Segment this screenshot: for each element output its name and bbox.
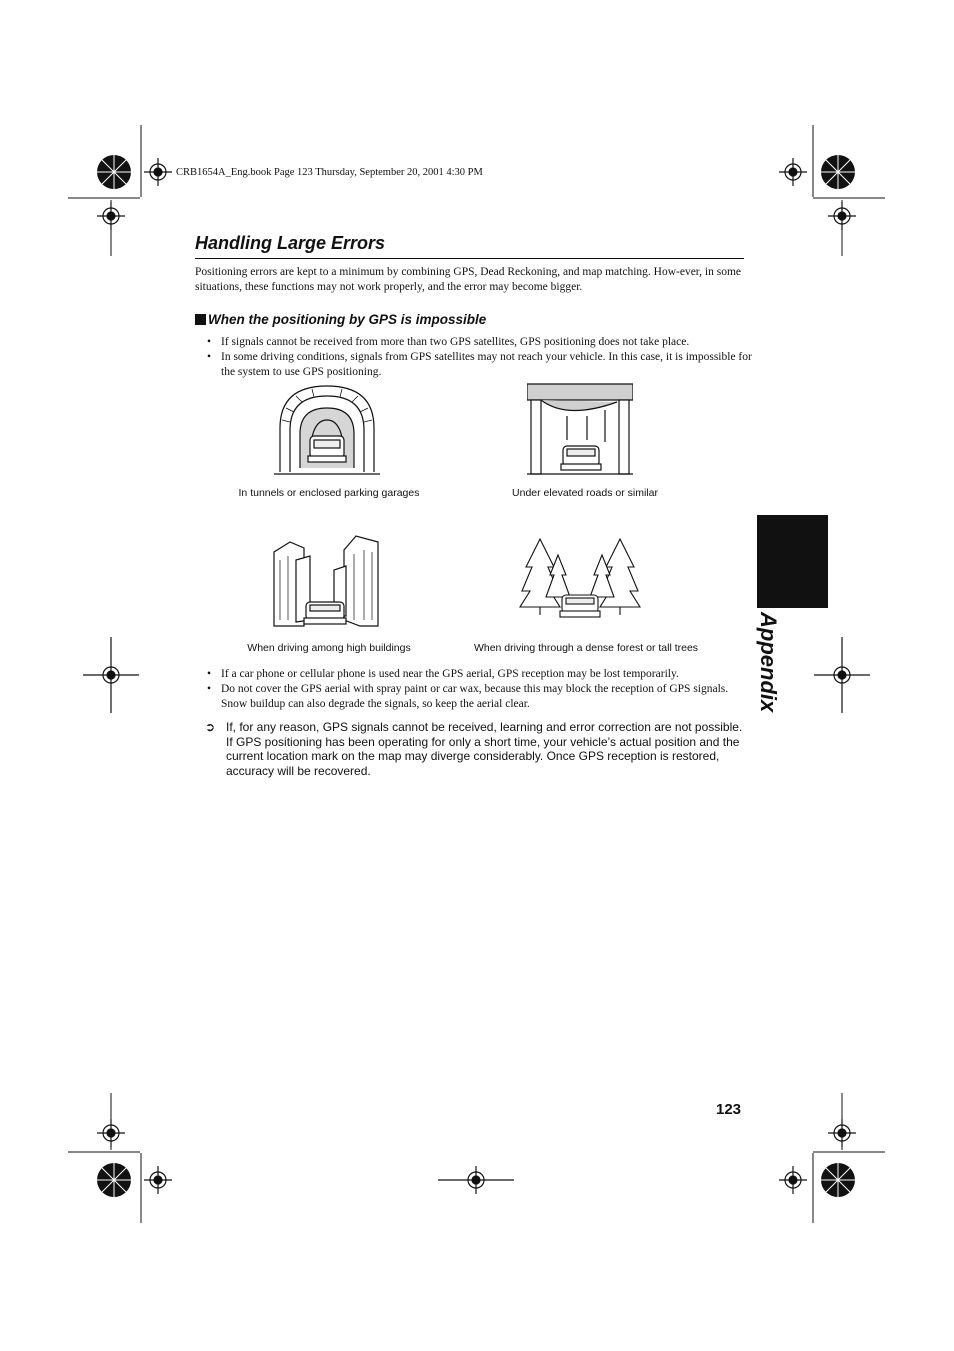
note-arrow-icon: ➲ — [205, 720, 216, 734]
elevated-road-car-illustration — [527, 380, 633, 476]
caption: When driving among high buildings — [247, 642, 411, 654]
caption: Under elevated roads or similar — [512, 487, 658, 499]
forest-car-illustration — [518, 535, 642, 627]
section-title: Handling Large Errors — [195, 233, 386, 253]
caption: In tunnels or enclosed parking garages — [238, 487, 420, 499]
subsection-title: When the positioning by GPS is impossible — [208, 312, 487, 327]
list-item: • Do not cover the GPS aerial with spray paint or car wax, because this may block the reception of GPS signals. Snow buildup can also degrade the signals, so keep the aerial clear. — [195, 682, 755, 712]
title-rule — [195, 258, 744, 259]
note-text: If, for any reason, GPS signals cannot be received, learning and error correction are not possible. If GPS positioning has been operating for only a short time, your vehicle’s actual position and the current location mark on the map may diverge considerably. Once GPS reception is restored, accuracy will be recovered. — [226, 720, 743, 778]
list-item: • If signals cannot be received from more than two GPS satellites, GPS positioning does not take place. — [195, 335, 755, 350]
tunnel-car-illustration — [272, 380, 382, 476]
subsection-heading — [195, 312, 486, 327]
side-tab-label — [749, 612, 789, 712]
bullet-list-2 — [195, 667, 755, 712]
bullet-list-1 — [195, 335, 755, 380]
list-item: • If a car phone or cellular phone is used near the GPS aerial, GPS reception may be lost temporarily. — [195, 667, 755, 682]
print-header: CRB1654A_Eng.book Page 123 Thursday, September 20, 2001 4:30 PM — [176, 167, 483, 178]
side-tab-block — [757, 515, 828, 608]
page-number: 123 — [716, 1101, 742, 1118]
buildings-car-illustration — [270, 530, 384, 630]
square-bullet-icon — [195, 314, 206, 325]
list-item: • In some driving conditions, signals from GPS satellites may not reach your vehicle. In this case, it is impossible for the system to use GPS positioning. — [195, 350, 755, 380]
intro-paragraph: Positioning errors are kept to a minimum by combining GPS, Dead Reckoning, and map matching. How-ever, in some situations, these functions may not work properly, and the error may become bigger. — [195, 266, 742, 293]
note-block — [205, 720, 745, 778]
appendix-label: Appendix — [756, 612, 781, 713]
caption: When driving through a dense forest or tall trees — [473, 642, 699, 654]
